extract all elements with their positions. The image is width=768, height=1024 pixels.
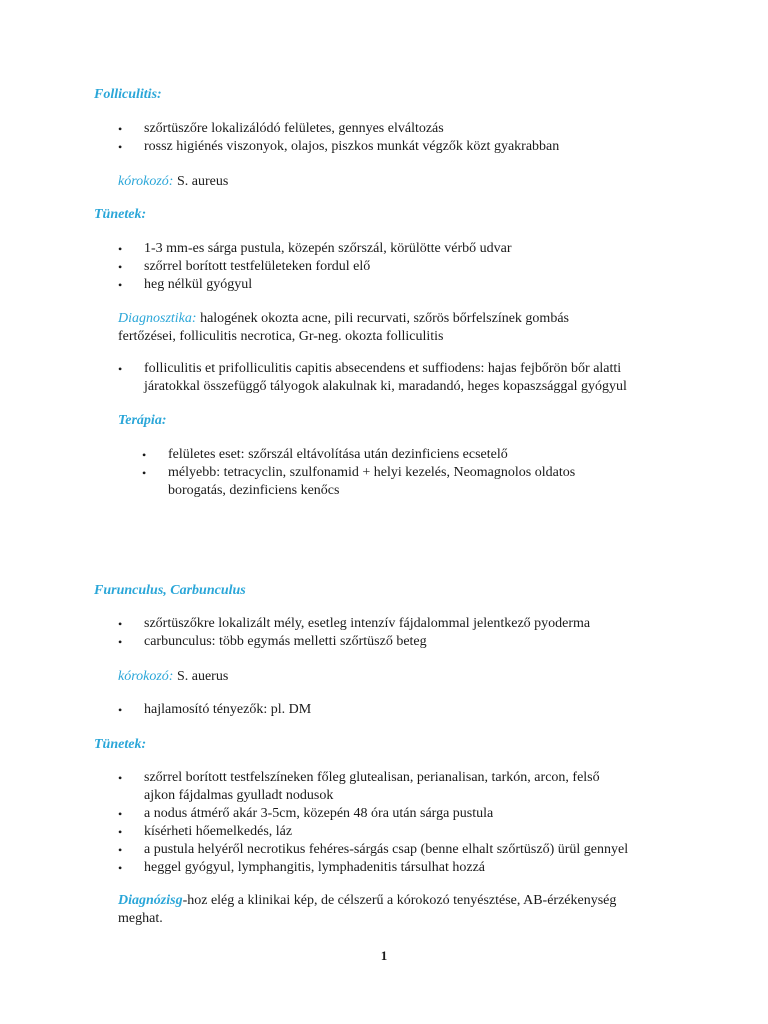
diagnozis-label: Diagnózisg — [118, 893, 183, 908]
list-item: • heg nélkül gyógyul — [118, 276, 512, 294]
diagnosztika-label: Diagnosztika: — [118, 311, 197, 326]
section-title-furunculus: Furunculus, Carbunculus — [94, 583, 246, 598]
capitis-bullet-list — [118, 360, 627, 396]
terapia2-text-1: • mélyebb: tetracyclin, szulfonamid + helyi kezelés, Neomagnolos oldatos — [168, 465, 576, 480]
korokozo-value-2: S. auerus — [173, 669, 229, 684]
section-title-tunetek-2: Tünetek: — [94, 737, 147, 752]
list-item: • szőrrel borított testfelületeken fordul elő — [118, 258, 512, 276]
section-title-folliculitis: Folliculitis: — [94, 87, 162, 102]
korokozo-value: S. aureus — [173, 174, 229, 189]
t1-text-2: ajkon fájdalmas gyulladt nodusok — [144, 788, 334, 803]
list-item — [142, 464, 575, 500]
folliculitis-bullet-list — [118, 120, 559, 156]
list-item: • 1-3 mm-es sárga pustula, közepén szőrszál, körülötte vérbő udvar — [118, 240, 512, 258]
list-item: • hajlamosító tényezők: pl. DM — [118, 701, 311, 719]
list-item: • szőrtüszőre lokalizálódó felületes, gennyes elváltozás — [118, 120, 559, 138]
list-item: • rossz higiénés viszonyok, olajos, piszkos munkát végzők közt gyakrabban — [118, 138, 559, 156]
diagnozis-text-1: -hoz elég a klinikai kép, de célszerű a kórokozó tenyésztése, AB-érzékenység — [182, 893, 617, 908]
terapia2-text-2: borogatás, dezinficiens kenőcs — [168, 483, 340, 498]
tunetek2-bullet-list — [118, 769, 628, 877]
capitis-text-1: • folliculitis et prifolliculitis capitis absecendens et suffiodens: hajas fejbőrön bőr alatti — [144, 361, 622, 376]
hajlam-bullet-list — [118, 701, 311, 719]
tunetek-bullet-list — [118, 240, 512, 294]
diagnozis-text-2: meghat. — [118, 911, 163, 926]
capitis-text-2: járatokkal összefüggő tályogok alakulnak ki, maradandó, heges kopaszsággal gyógyul — [144, 379, 627, 394]
korokozo-label: kórokozó: — [118, 174, 174, 189]
section-title-tunetek: Tünetek: — [94, 207, 147, 222]
korokozo-line-2 — [118, 668, 228, 686]
list-item: • felületes eset: szőrszál eltávolítása után dezinficiens ecsetelő — [142, 446, 575, 464]
section-title-terapia: Terápia: — [118, 413, 167, 428]
diagnozis-paragraph — [118, 892, 698, 928]
korokozo-label-2: kórokozó: — [118, 669, 174, 684]
list-item — [118, 769, 628, 805]
page-number: 1 — [380, 948, 388, 963]
terapia-bullet-list — [142, 446, 575, 500]
list-item: • a pustula helyéről necrotikus fehéres-sárgás csap (benne elhalt szőrtüsző) ürül gennyel — [118, 841, 628, 859]
korokozo-line — [118, 173, 228, 191]
list-item: • szőrtüszőkre lokalizált mély, esetleg intenzív fájdalommal jelentkező pyoderma — [118, 615, 590, 633]
furunculus-bullet-list — [118, 615, 590, 651]
t1-text-1: • szőrrel borított testfelszíneken főleg glutealisan, perianalisan, tarkón, arcon, felső — [144, 770, 600, 785]
diagnosztika-text-1: halogének okozta acne, pili recurvati, szőrös bőrfelszínek gombás — [196, 311, 569, 326]
list-item: • heggel gyógyul, lymphangitis, lymphadenitis társulhat hozzá — [118, 859, 628, 877]
diagnosztika-paragraph — [118, 310, 678, 346]
diagnosztika-text-2: fertőzései, folliculitis necrotica, Gr-neg. okozta folliculitis — [118, 329, 444, 344]
list-item: • a nodus átmérő akár 3-5cm, közepén 48 óra után sárga pustula — [118, 805, 628, 823]
list-item — [118, 360, 627, 396]
list-item: • carbunculus: több egymás melletti szőrtüsző beteg — [118, 633, 590, 651]
list-item: • kísérheti hőemelkedés, láz — [118, 823, 628, 841]
